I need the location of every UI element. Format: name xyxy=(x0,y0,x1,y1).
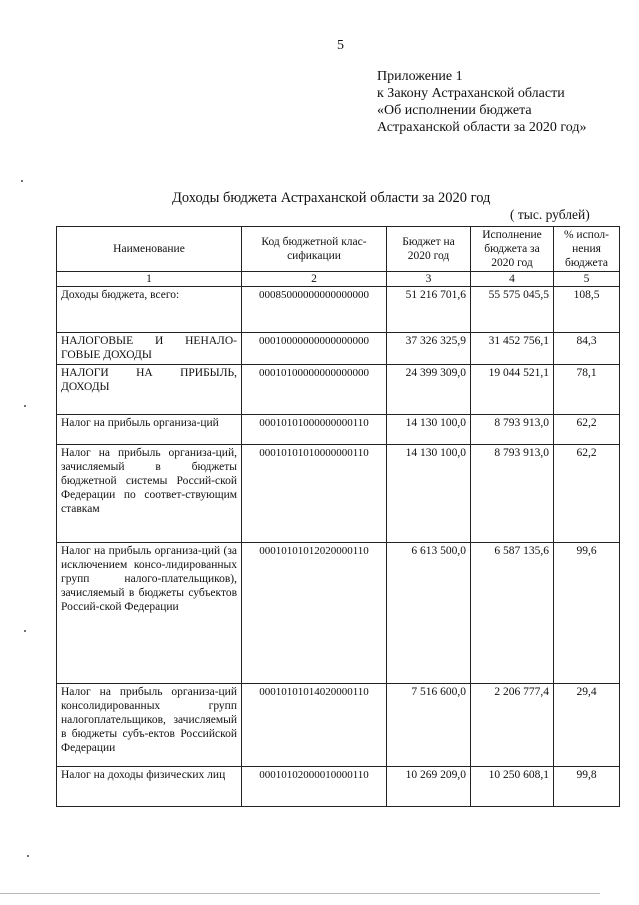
row-percent: 78,1 xyxy=(554,365,620,415)
row-budget: 10 269 209,0 xyxy=(387,767,471,807)
row-budget: 14 130 100,0 xyxy=(387,445,471,543)
page-number: 5 xyxy=(337,38,344,53)
table-row xyxy=(57,333,620,365)
row-execution: 8 793 913,0 xyxy=(471,445,554,543)
row-name: Налог на прибыль организа-ций xyxy=(57,415,242,445)
scan-dot xyxy=(27,855,29,857)
row-name: Налог на прибыль организа-ций (за исключением консо-лидированных групп налого-плательщиков), зачисляемый в бюджеты субъектов Россий-ской Федерации xyxy=(57,543,242,684)
column-number: 2 xyxy=(242,272,387,287)
budget-table xyxy=(56,226,620,807)
row-code: 00010100000000000000 xyxy=(242,365,387,415)
header-budget: Бюджет на 2020 год xyxy=(387,227,471,272)
table-row xyxy=(57,415,620,445)
scan-dot xyxy=(24,630,26,632)
row-execution: 2 206 777,4 xyxy=(471,684,554,767)
row-percent: 62,2 xyxy=(554,445,620,543)
table-row xyxy=(57,287,620,333)
row-code: 00010101012020000110 xyxy=(242,543,387,684)
appendix-line-1: Приложение 1 xyxy=(377,69,463,84)
row-percent: 108,5 xyxy=(554,287,620,333)
column-number-row xyxy=(57,272,620,287)
row-percent: 29,4 xyxy=(554,684,620,767)
row-code: 00010101014020000110 xyxy=(242,684,387,767)
appendix-line-3: «Об исполнении бюджета xyxy=(377,103,532,118)
row-code: 00010000000000000000 xyxy=(242,333,387,365)
row-budget: 6 613 500,0 xyxy=(387,543,471,684)
table-row xyxy=(57,684,620,767)
row-execution: 31 452 756,1 xyxy=(471,333,554,365)
table-row xyxy=(57,767,620,807)
table-row xyxy=(57,445,620,543)
row-execution: 6 587 135,6 xyxy=(471,543,554,684)
row-percent: 99,6 xyxy=(554,543,620,684)
row-code: 00085000000000000000 xyxy=(242,287,387,333)
row-percent: 84,3 xyxy=(554,333,620,365)
row-execution: 55 575 045,5 xyxy=(471,287,554,333)
appendix-block xyxy=(377,68,586,136)
row-code: 00010101010000000110 xyxy=(242,445,387,543)
row-execution: 10 250 608,1 xyxy=(471,767,554,807)
row-budget: 37 326 325,9 xyxy=(387,333,471,365)
row-name: Доходы бюджета, всего: xyxy=(57,287,242,333)
document-title: Доходы бюджета Астраханской области за 2020 год xyxy=(172,190,491,206)
row-name: Налог на доходы физических лиц xyxy=(57,767,242,807)
units-label: ( тыс. рублей) xyxy=(510,207,590,222)
header-name: Наименование xyxy=(57,227,242,272)
header-execution: Исполнение бюджета за 2020 год xyxy=(471,227,554,272)
column-number: 1 xyxy=(57,272,242,287)
row-name: НАЛОГОВЫЕ И НЕНАЛО-ГОВЫЕ ДОХОДЫ xyxy=(57,333,242,365)
row-percent: 62,2 xyxy=(554,415,620,445)
table-row xyxy=(57,543,620,684)
column-number: 3 xyxy=(387,272,471,287)
page-edge-line xyxy=(0,893,600,894)
row-budget: 24 399 309,0 xyxy=(387,365,471,415)
column-number: 5 xyxy=(554,272,620,287)
header-percent: % испол-нения бюджета xyxy=(554,227,620,272)
row-budget: 7 516 600,0 xyxy=(387,684,471,767)
row-execution: 19 044 521,1 xyxy=(471,365,554,415)
appendix-line-4: Астраханской области за 2020 год» xyxy=(377,120,587,135)
header-code: Код бюджетной клас-сификации xyxy=(242,227,387,272)
row-budget: 51 216 701,6 xyxy=(387,287,471,333)
row-percent: 99,8 xyxy=(554,767,620,807)
appendix-line-2: к Закону Астраханской области xyxy=(377,86,565,101)
row-code: 00010102000010000110 xyxy=(242,767,387,807)
row-name: НАЛОГИ НА ПРИБЫЛЬ, ДОХОДЫ xyxy=(57,365,242,415)
column-number: 4 xyxy=(471,272,554,287)
row-budget: 14 130 100,0 xyxy=(387,415,471,445)
row-code: 00010101000000000110 xyxy=(242,415,387,445)
row-name: Налог на прибыль организа-ций консолидированных групп налогоплательщиков, зачисляемый в бюджеты субъ-ектов Российской Федерации xyxy=(57,684,242,767)
table-row xyxy=(57,365,620,415)
row-execution: 8 793 913,0 xyxy=(471,415,554,445)
header-row xyxy=(57,227,620,272)
row-name: Налог на прибыль организа-ций, зачисляемый в бюджеты бюджетной системы Россий-ской Федерации по соответ-ствующим ставкам xyxy=(57,445,242,543)
scan-dot xyxy=(21,180,23,182)
scan-dot xyxy=(24,405,26,407)
